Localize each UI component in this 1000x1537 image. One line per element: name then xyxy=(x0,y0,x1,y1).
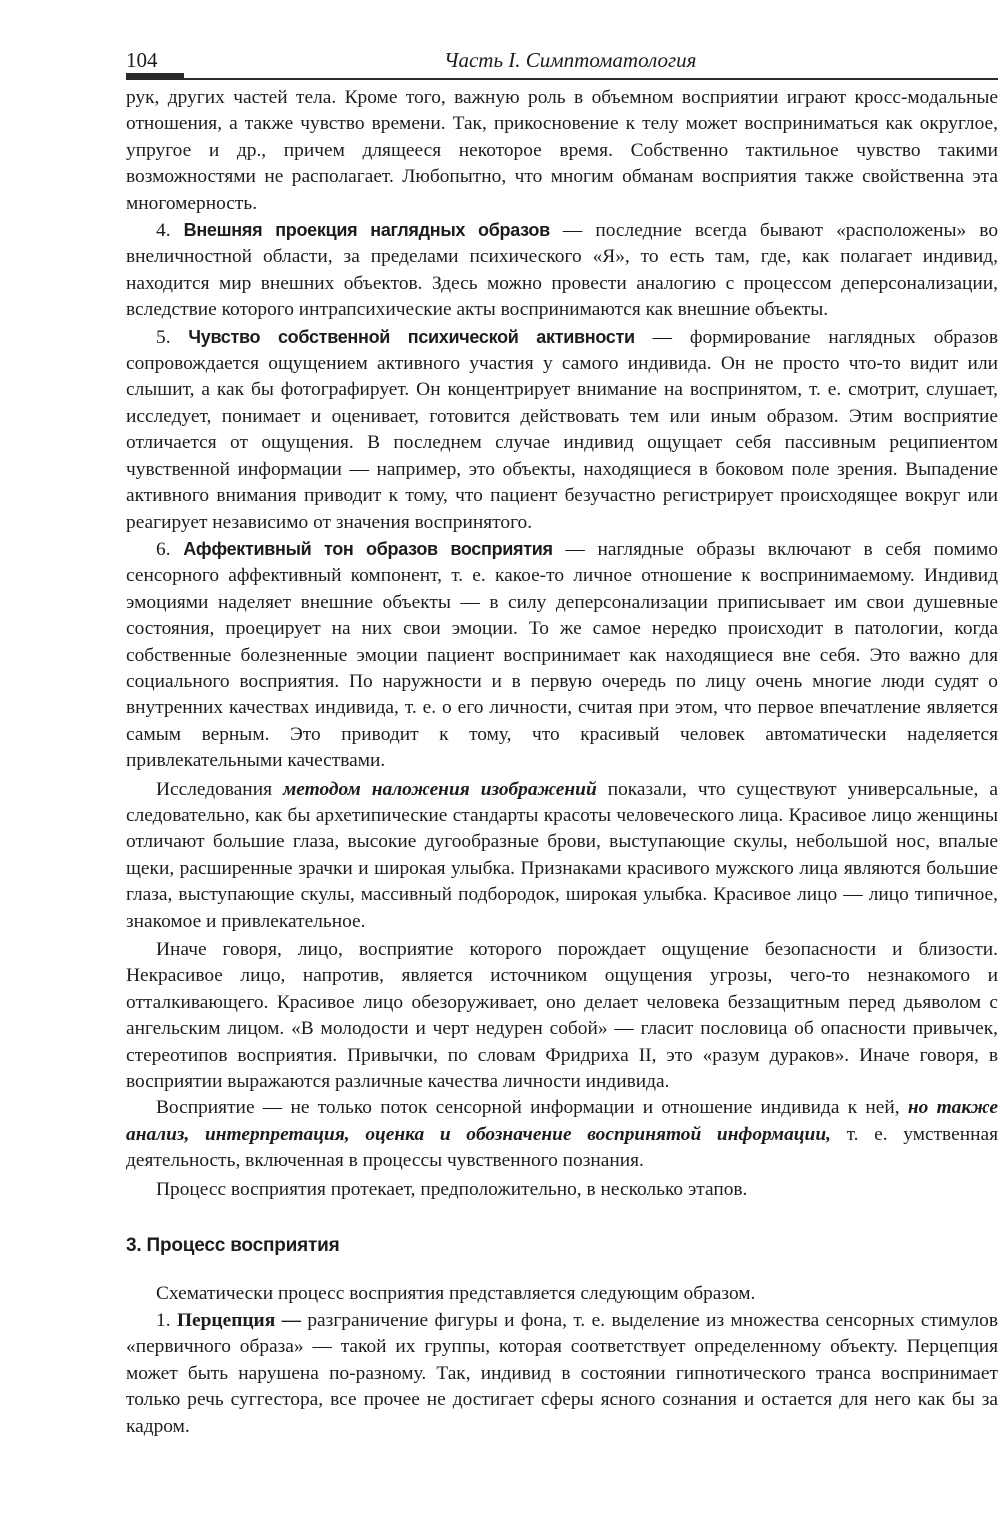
section-heading: 3. Процесс восприятия xyxy=(126,1235,340,1257)
paragraph-text: Восприятие — не только поток сенсорной информации и отношение индивида к ней, xyxy=(156,1097,908,1119)
emphasis-image-overlay-method: методом наложения изображений xyxy=(282,778,597,800)
term-affective-tone: Аффективный тон образов восприятия xyxy=(183,538,553,559)
list-item-4 xyxy=(126,217,998,324)
paragraph-text: Процесс восприятия протекает, предположительно, в несколько этапов. xyxy=(156,1178,748,1200)
section-intro xyxy=(126,1281,998,1307)
page-header xyxy=(126,48,998,78)
page-body xyxy=(126,85,998,1440)
paragraph-text: Иначе говоря, лицо, восприятие которого порождает ощущение безопасности и близости. Некрасивое лицо, напротив, является источником ощущения угрозы, чего-то незнакомого и отталкивающего. Красивое лицо обезоруживает, оно делает человека беззащитным перед дьяволом с ангельским лицом. «В молодости и черт недурен собой» — гласит пословица об опасности привычек, стереотипов восприятия. Привычки, по словам Фридриха II, это «разум дураков». Иначе говоря, в восприятии выражаются различные качества личности индивида. xyxy=(126,939,998,1093)
item-number: 4. xyxy=(156,220,184,242)
item-number: 6. xyxy=(156,538,184,560)
paragraph-text: рук, других частей тела. Кроме того, важную роль в объемном восприятии играют кросс-модальные отношения, а также чувство времени. Так, прикосновение к телу может восприниматься как округлое, упругое и др., причем длящееся некоторое время. Собственно тактильное чувство такими возможностями не располагает. Любопытно, что многим обманам восприятия также свойственна эта многомерность. xyxy=(126,87,998,214)
list-item-perception xyxy=(126,1308,998,1440)
item-number: 1. xyxy=(156,1309,177,1331)
paragraph-perception-definition xyxy=(126,1095,998,1174)
paragraph-continuation xyxy=(126,85,998,217)
item-text: разграничение фигуры и фона, т. е. выделение из множества сенсорных стимулов «первичного образа» — такой их группы, которая соответствует определенному объекту. Перцепция может быть нарушена по-разному. Так, индивид в состоянии гипнотического транса воспринимает только речь суггестора, все прочее не достигает сферы ясного сознания и остается для него как бы за кадром. xyxy=(126,1309,999,1437)
paragraph-text: показали, что существуют универсальные, а следовательно, как бы архетипические стандарты красоты человеческого лица. Красивое лицо женщины отличают большие глаза, высокие дугообразные брови, выступающие скулы, небольшой нос, впалые щеки, расширенные зрачки и широкая улыбка. Признаками красивого мужского лица являются большие глаза, выступающие скулы, массивный подбородок, широкая улыбка. Красивое лицо — лицо типичное, знакомое и привлекательное. xyxy=(126,778,998,932)
item-number: 5. xyxy=(156,326,189,348)
paragraph-text: Схематически процесс восприятия представляется следующим образом. xyxy=(156,1283,756,1305)
term-mental-activity: Чувство собственной психической активности xyxy=(188,326,635,347)
item-text: — последние всегда бывают «расположены» во внеличностной области, за пределами психического «Я», то есть там, где, как полагает индивид, находится мир внешних объектов. Здесь можно провести аналогию с процессом деперсонализации, вследствие которого интрапсихические акты воспринимаются как внешние объекты. xyxy=(126,220,999,321)
paragraph-stages xyxy=(126,1177,998,1203)
emphasis-analysis-interpretation: но также анализ, интерпретация, оценка и обозначение воспринятой информации, xyxy=(126,1097,998,1145)
paragraph-face-perception xyxy=(126,937,998,1095)
page-number: 104 xyxy=(126,48,158,72)
item-text: — наглядные образы включают в себя помимо сенсорного аффективный компонент, т. е. какое-то личное отношение к воспринимаемому. Индивид эмоциями наделяет внешние объекты — в силу деперсонализации приписывает им свои душевные состояния, проецирует на них свои эмоции. То же самое нередко происходит в патологии, когда собственные болезненные эмоции пациент воспринимает как находящиеся вне себя. Это важно для социального восприятия. По наружности и в первую очередь по лицу очень многие люди судят о внутренних качествах индивида, т. е. о его личности, считая при этом, что первое впечатление является самым верным. Это приводит к тому, что красивый человек автоматически наделяется привлекательными качествами. xyxy=(126,538,998,772)
list-item-5 xyxy=(126,324,998,536)
paragraph-text: т. е. умственная деятельность, включенная в процессы чувственного познания. xyxy=(126,1123,998,1172)
list-item-6 xyxy=(126,536,998,775)
header-rule xyxy=(126,78,998,80)
paragraph-image-overlay xyxy=(126,777,998,935)
item-text: — формирование наглядных образов сопровождается ощущением активного участия у самого индивида. Он не просто что-то видит или слышит, а как бы фотографирует. Он концентрирует внимание на воспринятом, т. е. смотрит, слушает, исследует, понимает и оценивает, готовится действовать тем или иным образом. Этим восприятие отличается от ощущения. В последнем случае индивид ощущает себя пассивным реципиентом чувственной информации — например, это объекты, находящиеся в боковом поле зрения. Выпадение активного внимания приводит к тому, что пациент безучастно регистрирует происходящее вокруг или реагирует независимо от значения воспринятого. xyxy=(126,326,999,533)
term-external-projection: Внешняя проекция наглядных образов xyxy=(183,220,550,241)
term-perception: Перцепция — xyxy=(176,1309,301,1331)
paragraph-text: Исследования xyxy=(156,778,283,800)
running-title: Часть I. Симптоматология xyxy=(444,48,697,72)
